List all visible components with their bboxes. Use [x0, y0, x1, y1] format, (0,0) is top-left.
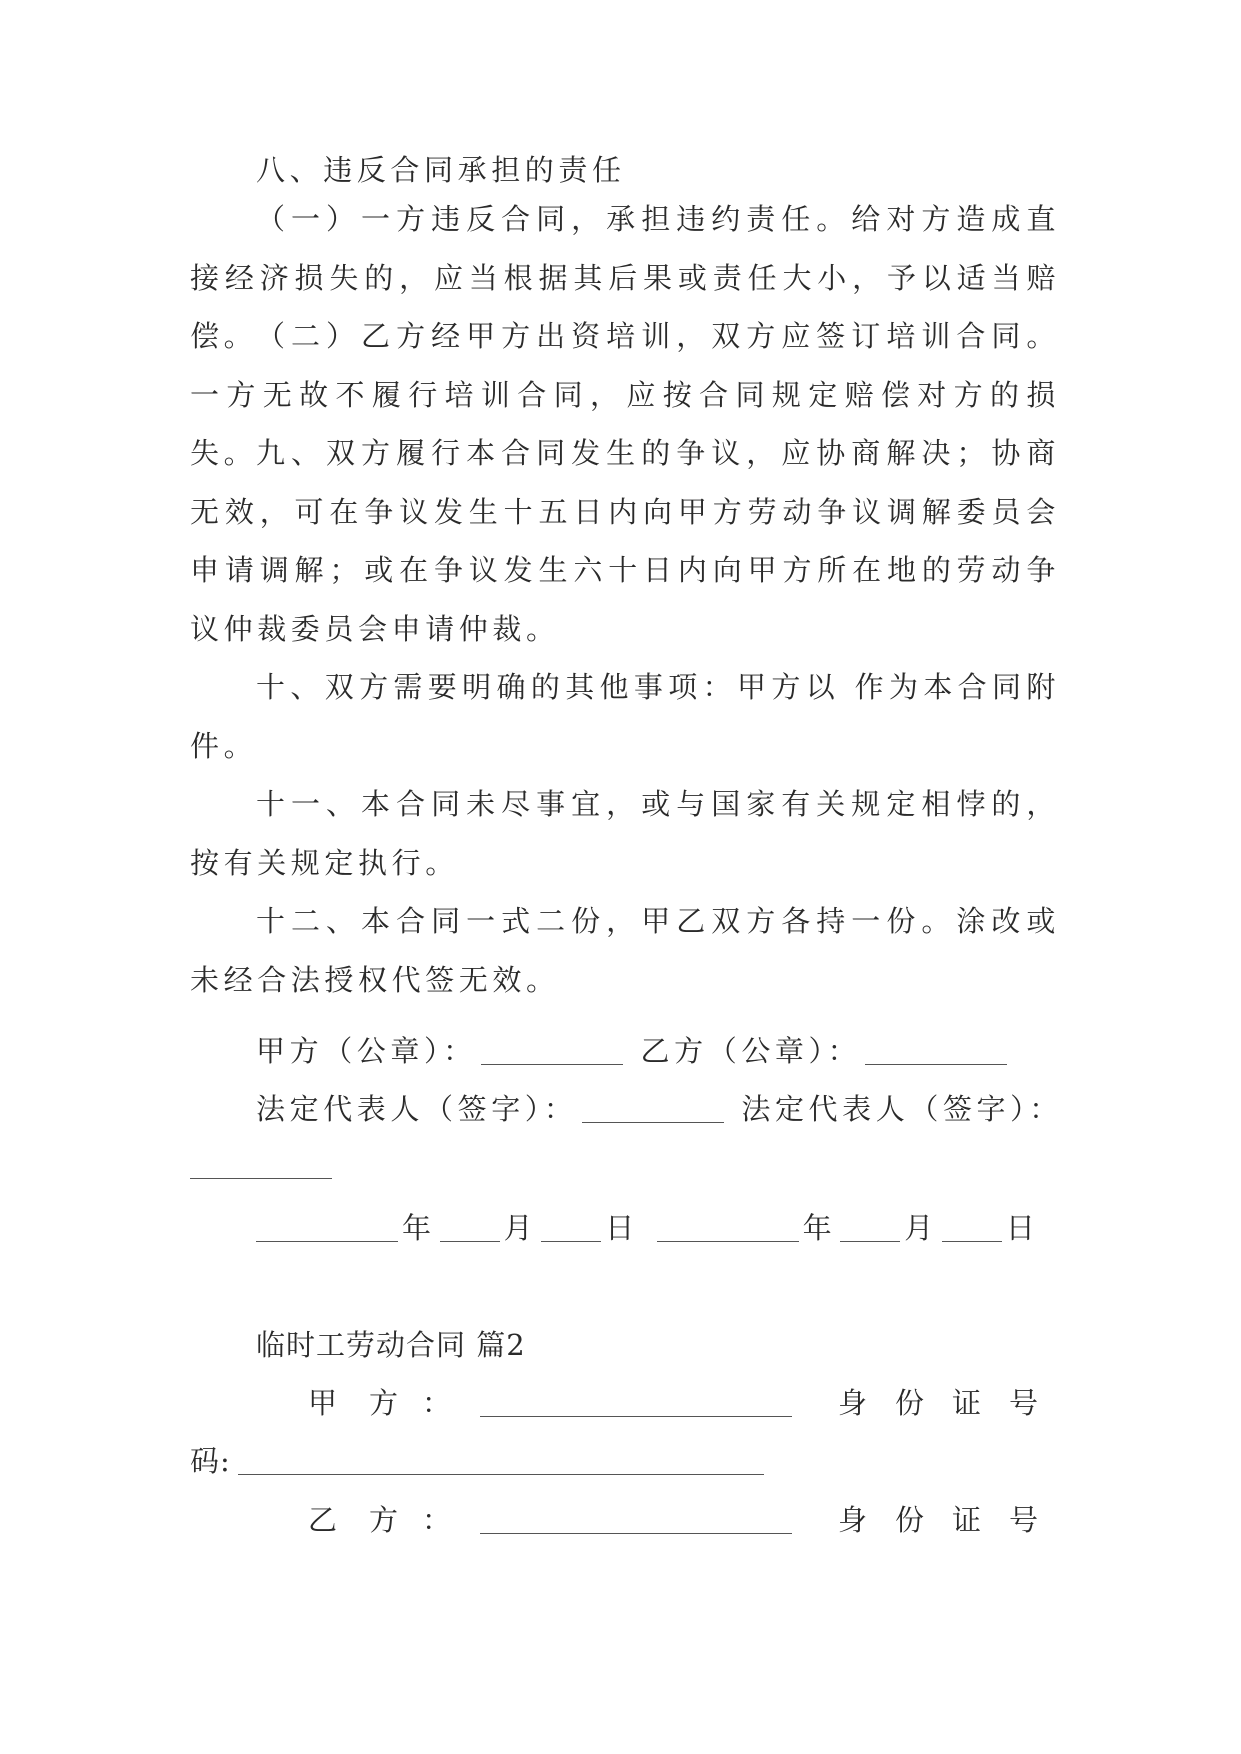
seal-line: [256, 1031, 1011, 1071]
party-a-label: [308, 1383, 398, 1423]
party-b-colon: ：: [422, 1503, 456, 1537]
party-a-char-1: 甲: [308, 1386, 338, 1420]
party-b-char-1: 乙: [308, 1503, 338, 1537]
id-label-b: [838, 1500, 1038, 1540]
party-b-label: [308, 1500, 398, 1540]
date-a-month-label: 月: [503, 1211, 538, 1245]
party-a-colon: ：: [422, 1386, 456, 1420]
legal-rep-a-blank[interactable]: [582, 1096, 724, 1123]
date-a-day-blank[interactable]: [541, 1215, 601, 1242]
id-label-a-char-4: 号: [1008, 1386, 1038, 1420]
party-b-blank[interactable]: [480, 1533, 792, 1534]
id-label-a-char-1: 身: [838, 1386, 868, 1420]
date-line: [252, 1208, 1039, 1248]
party-b-seal-blank[interactable]: [865, 1038, 1007, 1065]
section-2-title: 临时工劳动合同 篇2: [256, 1328, 526, 1362]
legal-rep-line: [256, 1089, 1063, 1129]
party-b-seal-label: 乙方（公章）：: [640, 1034, 862, 1068]
party-a-id-blank[interactable]: [238, 1474, 764, 1475]
id-label-a-tail: [190, 1441, 231, 1481]
date-b-day-label: 日: [1005, 1211, 1040, 1245]
party-b-char-2: 方: [368, 1503, 398, 1537]
id-label-b-char-2: 份: [894, 1503, 924, 1537]
article-8-clause-2: （二）乙方经甲方出资培训，双方应签订培训合同。一方无故不履行培训合同，应按合同规定赔偿对方的损失。: [190, 319, 1060, 470]
date-b-year-blank[interactable]: [657, 1215, 799, 1242]
article-8-clause-1: （一）一方违反合同，承担违约责任。给对方造成直接经济损失的，应当根据其后果或责任大小，予以适当赔偿。: [190, 202, 1060, 353]
legal-rep-b-blank[interactable]: [190, 1178, 332, 1179]
date-a-year-blank[interactable]: [256, 1215, 398, 1242]
id-label-b-char-4: 号: [1008, 1503, 1038, 1537]
party-a-blank[interactable]: [480, 1416, 792, 1417]
article-10: 十、双方需要明确的其他事项：甲方以 作为本合同附件。: [190, 670, 1060, 763]
article-8-heading: 八、违反合同承担的责任: [256, 153, 626, 187]
article-12: 十二、本合同一式二份，甲乙双方各持一份。涂改或未经合法授权代签无效。: [190, 904, 1060, 997]
id-label-b-char-3: 证: [951, 1503, 981, 1537]
id-label-a: [838, 1383, 1038, 1423]
article-9: 九、双方履行本合同发生的争议，应协商解决；协商无效，可在争议发生十五日内向甲方劳动争议调解委员会申请调解；或在争议发生六十日内向甲方所在地的劳动争议仲裁委员会申请仲裁。: [190, 436, 1060, 646]
party-a-seal-blank[interactable]: [481, 1038, 623, 1065]
legal-rep-a-label: 法定代表人（签字）：: [256, 1092, 578, 1126]
date-b-month-label: 月: [904, 1211, 938, 1245]
id-label-b-char-1: 身: [838, 1503, 868, 1537]
party-a-seal-label: 甲方（公章）：: [256, 1034, 477, 1068]
date-a-day-label: 日: [605, 1211, 639, 1245]
date-a-year-label: 年: [402, 1211, 436, 1245]
date-b-year-label: 年: [802, 1211, 837, 1245]
id-label-a-char-2: 份: [894, 1386, 924, 1420]
id-label-a-char-3: 证: [951, 1386, 981, 1420]
article-11: 十一、本合同未尽事宜，或与国家有关规定相悖的，按有关规定执行。: [190, 787, 1060, 880]
date-b-month-blank[interactable]: [840, 1215, 900, 1242]
id-label-a-tail-text: 码:: [190, 1444, 231, 1478]
date-a-month-blank[interactable]: [440, 1215, 500, 1242]
date-b-day-blank[interactable]: [942, 1215, 1002, 1242]
party-a-char-2: 方: [368, 1386, 398, 1420]
legal-rep-b-label: 法定代表人（签字）：: [741, 1092, 1063, 1126]
